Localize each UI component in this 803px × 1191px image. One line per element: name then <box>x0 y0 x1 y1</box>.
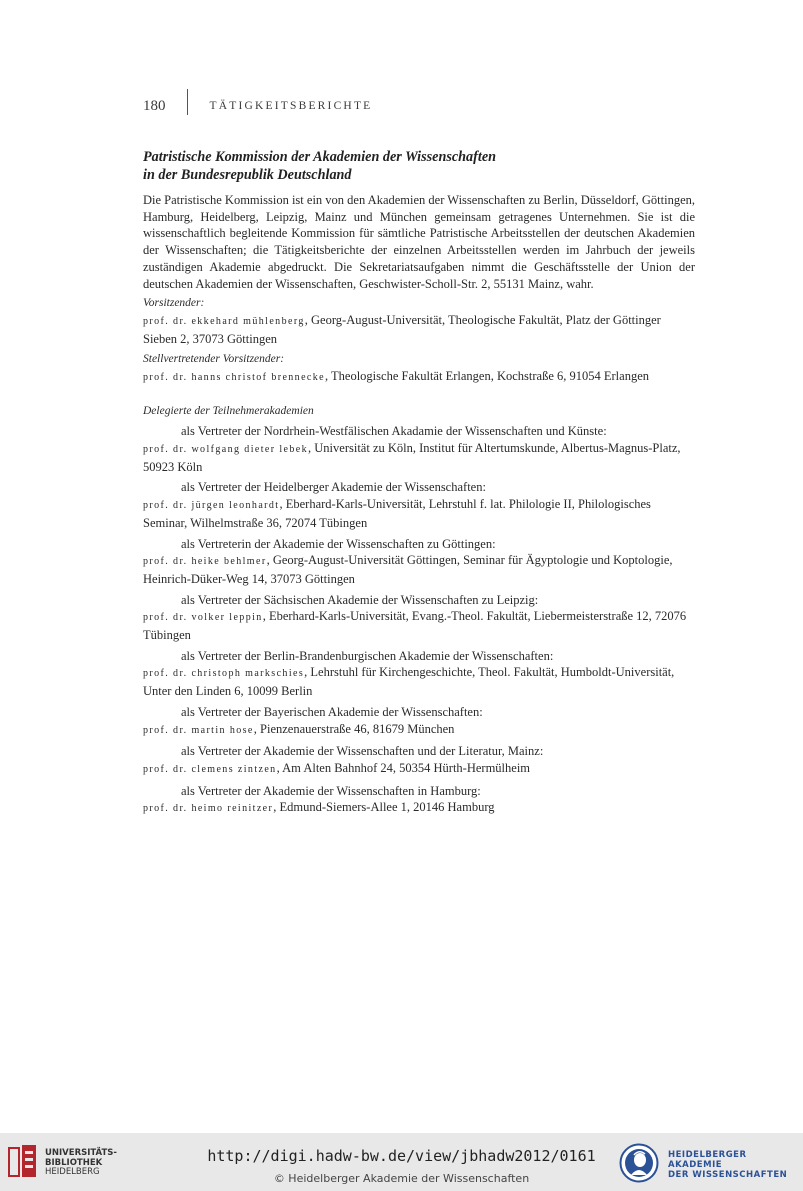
article-title <box>143 148 695 184</box>
delegate-name: prof. dr. heimo reinitzer <box>143 803 274 815</box>
delegate-address: , Am Alten Bahnhof 24, 50354 Hürth-Hermülheim <box>276 760 531 775</box>
delegate-entry <box>143 592 695 644</box>
delegate-role: als Vertreter der Sächsischen Akademie der Wissenschaften zu Leipzig: <box>181 592 539 607</box>
delegates-label: Delegierte der Teilnehmerakademien <box>143 405 314 418</box>
delegate-address: , Georg-August-Universität Göttingen, Seminar für Ägyptologie und Koptologie, Heinrich-Düker-Weg 14, 37073 Göttingen <box>143 553 673 586</box>
delegate-role: als Vertreter der Akademie der Wissenschaften und der Literatur, Mainz: <box>181 744 544 759</box>
vice-chair-label: Stellvertretender Vorsitzender: <box>143 352 285 365</box>
academy-name-line-2: DER WISSENSCHAFTEN <box>668 1170 788 1180</box>
intro-paragraph: Die Patristische Kommission ist ein von den Akademien der Wissenschaften zu Berlin, Düsseldorf, Göttingen, Hamburg, Heidelberg, Leipzig, Mainz und München gemeinsam getragenes Unternehmen. Sie ist die wissenschaftlich begleitende Kommission für sämtliche Patristische Arbeitsstellen der deutschen Akademien der Wissenschaften; die Tätigkeitsberichte der einzelnen Arbeitsstellen werden im Jahrbuch der jeweils zuständigen Akademie abgedruckt. Die Sekretariatsaufgaben nimmt die Geschäftsstelle der Union der deutschen Akademien der Wissenschaften, Geschwister-Scholl-Str. 2, 55131 Mainz, wahr. <box>143 193 695 291</box>
delegate-address: , Pienzenauerstraße 46, 81679 München <box>253 721 455 736</box>
delegate-entry <box>143 648 695 700</box>
delegate-entry <box>143 536 695 588</box>
delegate-entry <box>143 423 695 475</box>
article-title-line-2: in der Bundesrepublik Deutschland <box>143 167 352 183</box>
section-title: TÄTIGKEITSBERICHTE <box>209 100 373 112</box>
delegate-details <box>143 608 695 643</box>
delegate-entry <box>143 743 695 778</box>
delegate-name: prof. dr. martin hose <box>143 724 254 736</box>
delegate-name: prof. dr. heike behlmer <box>143 556 267 568</box>
delegate-name: prof. dr. christoph markschies <box>143 668 305 680</box>
vice-chair-address: , Theologische Fakultät Erlangen, Kochstraße 6, 91054 Erlangen <box>325 368 649 383</box>
library-name-line-3: HEIDELBERG <box>45 1167 100 1177</box>
article <box>143 148 695 822</box>
delegate-details <box>143 721 695 740</box>
chair-entry <box>143 312 695 347</box>
delegate-entry <box>143 479 695 531</box>
delegate-address: , Eberhard-Karls-Universität, Evang.-Theol. Fakultät, Liebermeisterstraße 12, 72076 Tübingen <box>143 609 687 643</box>
delegate-entry <box>143 783 695 818</box>
delegate-name: prof. dr. wolfgang dieter lebek <box>143 444 309 456</box>
delegate-role: als Vertreter der Bayerischen Akademie der Wissenschaften: <box>181 704 483 719</box>
article-title-line-1: Patristische Kommission der Akademien der Wissenschaften <box>143 149 497 165</box>
chair-address: , Georg-August-Universität, Theologische Fakultät, Platz der Göttinger Sieben 2, 37073 Göttingen <box>143 313 661 346</box>
delegate-address: , Eberhard-Karls-Universität, Lehrstuhl f. lat. Philologie II, Philologisches Seminar, Wilhelmstraße 36, 72074 Tübingen <box>143 497 651 530</box>
running-head <box>143 96 372 116</box>
delegate-role: als Vertreter der Nordrhein-Westfälischen Akadamie der Wissenschaften und Künste: <box>181 424 607 439</box>
delegate-details <box>143 496 695 531</box>
delegate-role: als Vertreter der Heidelberger Akademie der Wissenschaften: <box>181 480 486 495</box>
vice-chair-name: prof. dr. hanns christof brennecke <box>143 371 325 383</box>
delegate-address: , Edmund-Siemers-Allee 1, 20146 Hamburg <box>273 800 495 815</box>
delegate-role: als Vertreter der Berlin-Brandenburgischen Akademie der Wissenschaften: <box>181 648 554 663</box>
delegate-details <box>143 664 695 699</box>
delegate-entry <box>143 704 695 739</box>
header-divider <box>187 89 188 115</box>
delegate-details <box>143 552 695 587</box>
vice-chair-entry <box>143 368 695 387</box>
library-name-line-1: UNIVERSITÄTS- <box>45 1148 117 1158</box>
chair-name: prof. dr. ekkehard mühlenberg <box>143 316 305 328</box>
chair-label: Vorsitzender: <box>143 297 205 310</box>
academy-seal-icon[interactable] <box>619 1143 659 1183</box>
academy-name-line-1: HEIDELBERGER AKADEMIE <box>668 1150 747 1170</box>
page-number: 180 <box>143 97 166 114</box>
delegates-list <box>143 423 695 818</box>
academy-name[interactable] <box>668 1150 803 1180</box>
delegate-name: prof. dr. clemens zintzen <box>143 763 277 775</box>
library-name-line-2: BIBLIOTHEK <box>45 1157 103 1168</box>
delegate-name: prof. dr. jürgen leonhardt <box>143 500 280 512</box>
permalink-url[interactable]: http://digi.hadw-bw.de/view/jbhadw2012/0161 <box>207 1147 596 1165</box>
delegate-name: prof. dr. volker leppin <box>143 612 263 624</box>
delegate-address: , Lehrstuhl für Kirchengeschichte, Theol. Fakultät, Humboldt-Universität, Unter den Linden 6, 10099 Berlin <box>143 665 675 699</box>
delegate-address: , Universität zu Köln, Institut für Altertumskunde, Albertus-Magnus-Platz, 50923 Köln <box>143 441 681 474</box>
delegate-details <box>143 440 695 475</box>
delegate-details <box>143 799 695 818</box>
viewer-footer <box>0 1133 803 1191</box>
delegate-role: als Vertreterin der Akademie der Wissenschaften zu Göttingen: <box>181 536 496 551</box>
delegate-role: als Vertreter der Akademie der Wissenschaften in Hamburg: <box>181 783 481 798</box>
delegate-details <box>143 760 695 779</box>
copyright-notice: © Heidelberger Akademie der Wissenschaften <box>273 1172 530 1185</box>
